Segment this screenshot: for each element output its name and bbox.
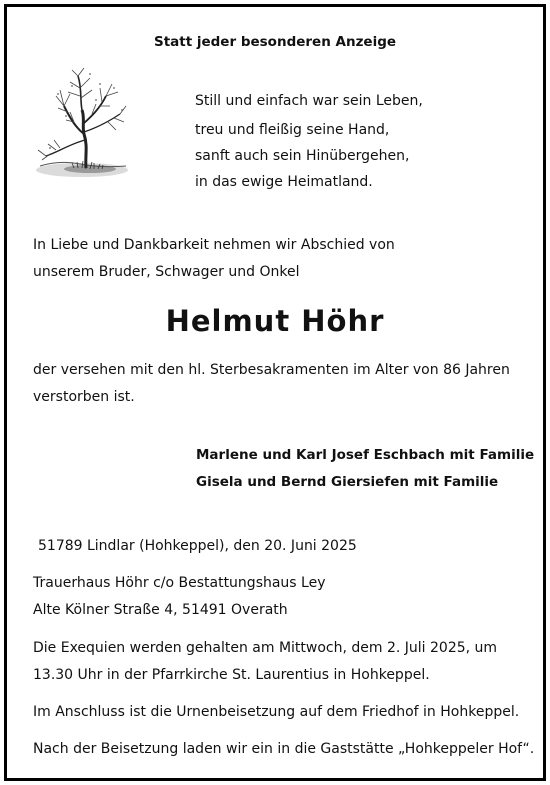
mourner-line: Gisela und Bernd Giersiefen mit Familie (196, 474, 499, 490)
tree-icon (30, 66, 130, 178)
intro-line: unserem Bruder, Schwager und Onkel (33, 264, 300, 280)
exequien-line: 13.30 Uhr in der Pfarrkirche St. Laurentius in Hohkeppel. (33, 667, 430, 683)
invitation-text: Nach der Beisetzung laden wir ein in die Gaststätte „Hohkeppeler Hof“. (33, 741, 535, 757)
death-text-line: der versehen mit den hl. Sterbesakramenten im Alter von 86 Jahren (33, 362, 510, 378)
poem-line: sanft auch sein Hinübergehen, (195, 148, 410, 164)
urn-burial-text: Im Anschluss ist die Urnenbeisetzung auf dem Friedhof in Hohkeppel. (33, 704, 520, 720)
poem-line: treu und fleißig seine Hand, (195, 122, 390, 138)
place-date: 51789 Lindlar (Hohkeppel), den 20. Juni 2025 (38, 538, 357, 554)
address-line: Trauerhaus Höhr c/o Bestattungshaus Ley (33, 575, 326, 591)
death-text-line: verstorben ist. (33, 389, 135, 405)
mourner-line: Marlene und Karl Josef Eschbach mit Familie (196, 447, 535, 463)
intro-line: In Liebe und Dankbarkeit nehmen wir Abschied von (33, 237, 395, 253)
poem-line: Still und einfach war sein Leben, (195, 93, 423, 109)
deceased-name: Helmut Höhr (165, 304, 385, 338)
notice-heading: Statt jeder besonderen Anzeige (153, 34, 397, 50)
exequien-line: Die Exequien werden gehalten am Mittwoch, dem 2. Juli 2025, um (33, 640, 498, 656)
poem-line: in das ewige Heimatland. (195, 174, 373, 190)
address-line: Alte Kölner Straße 4, 51491 Overath (33, 602, 288, 618)
